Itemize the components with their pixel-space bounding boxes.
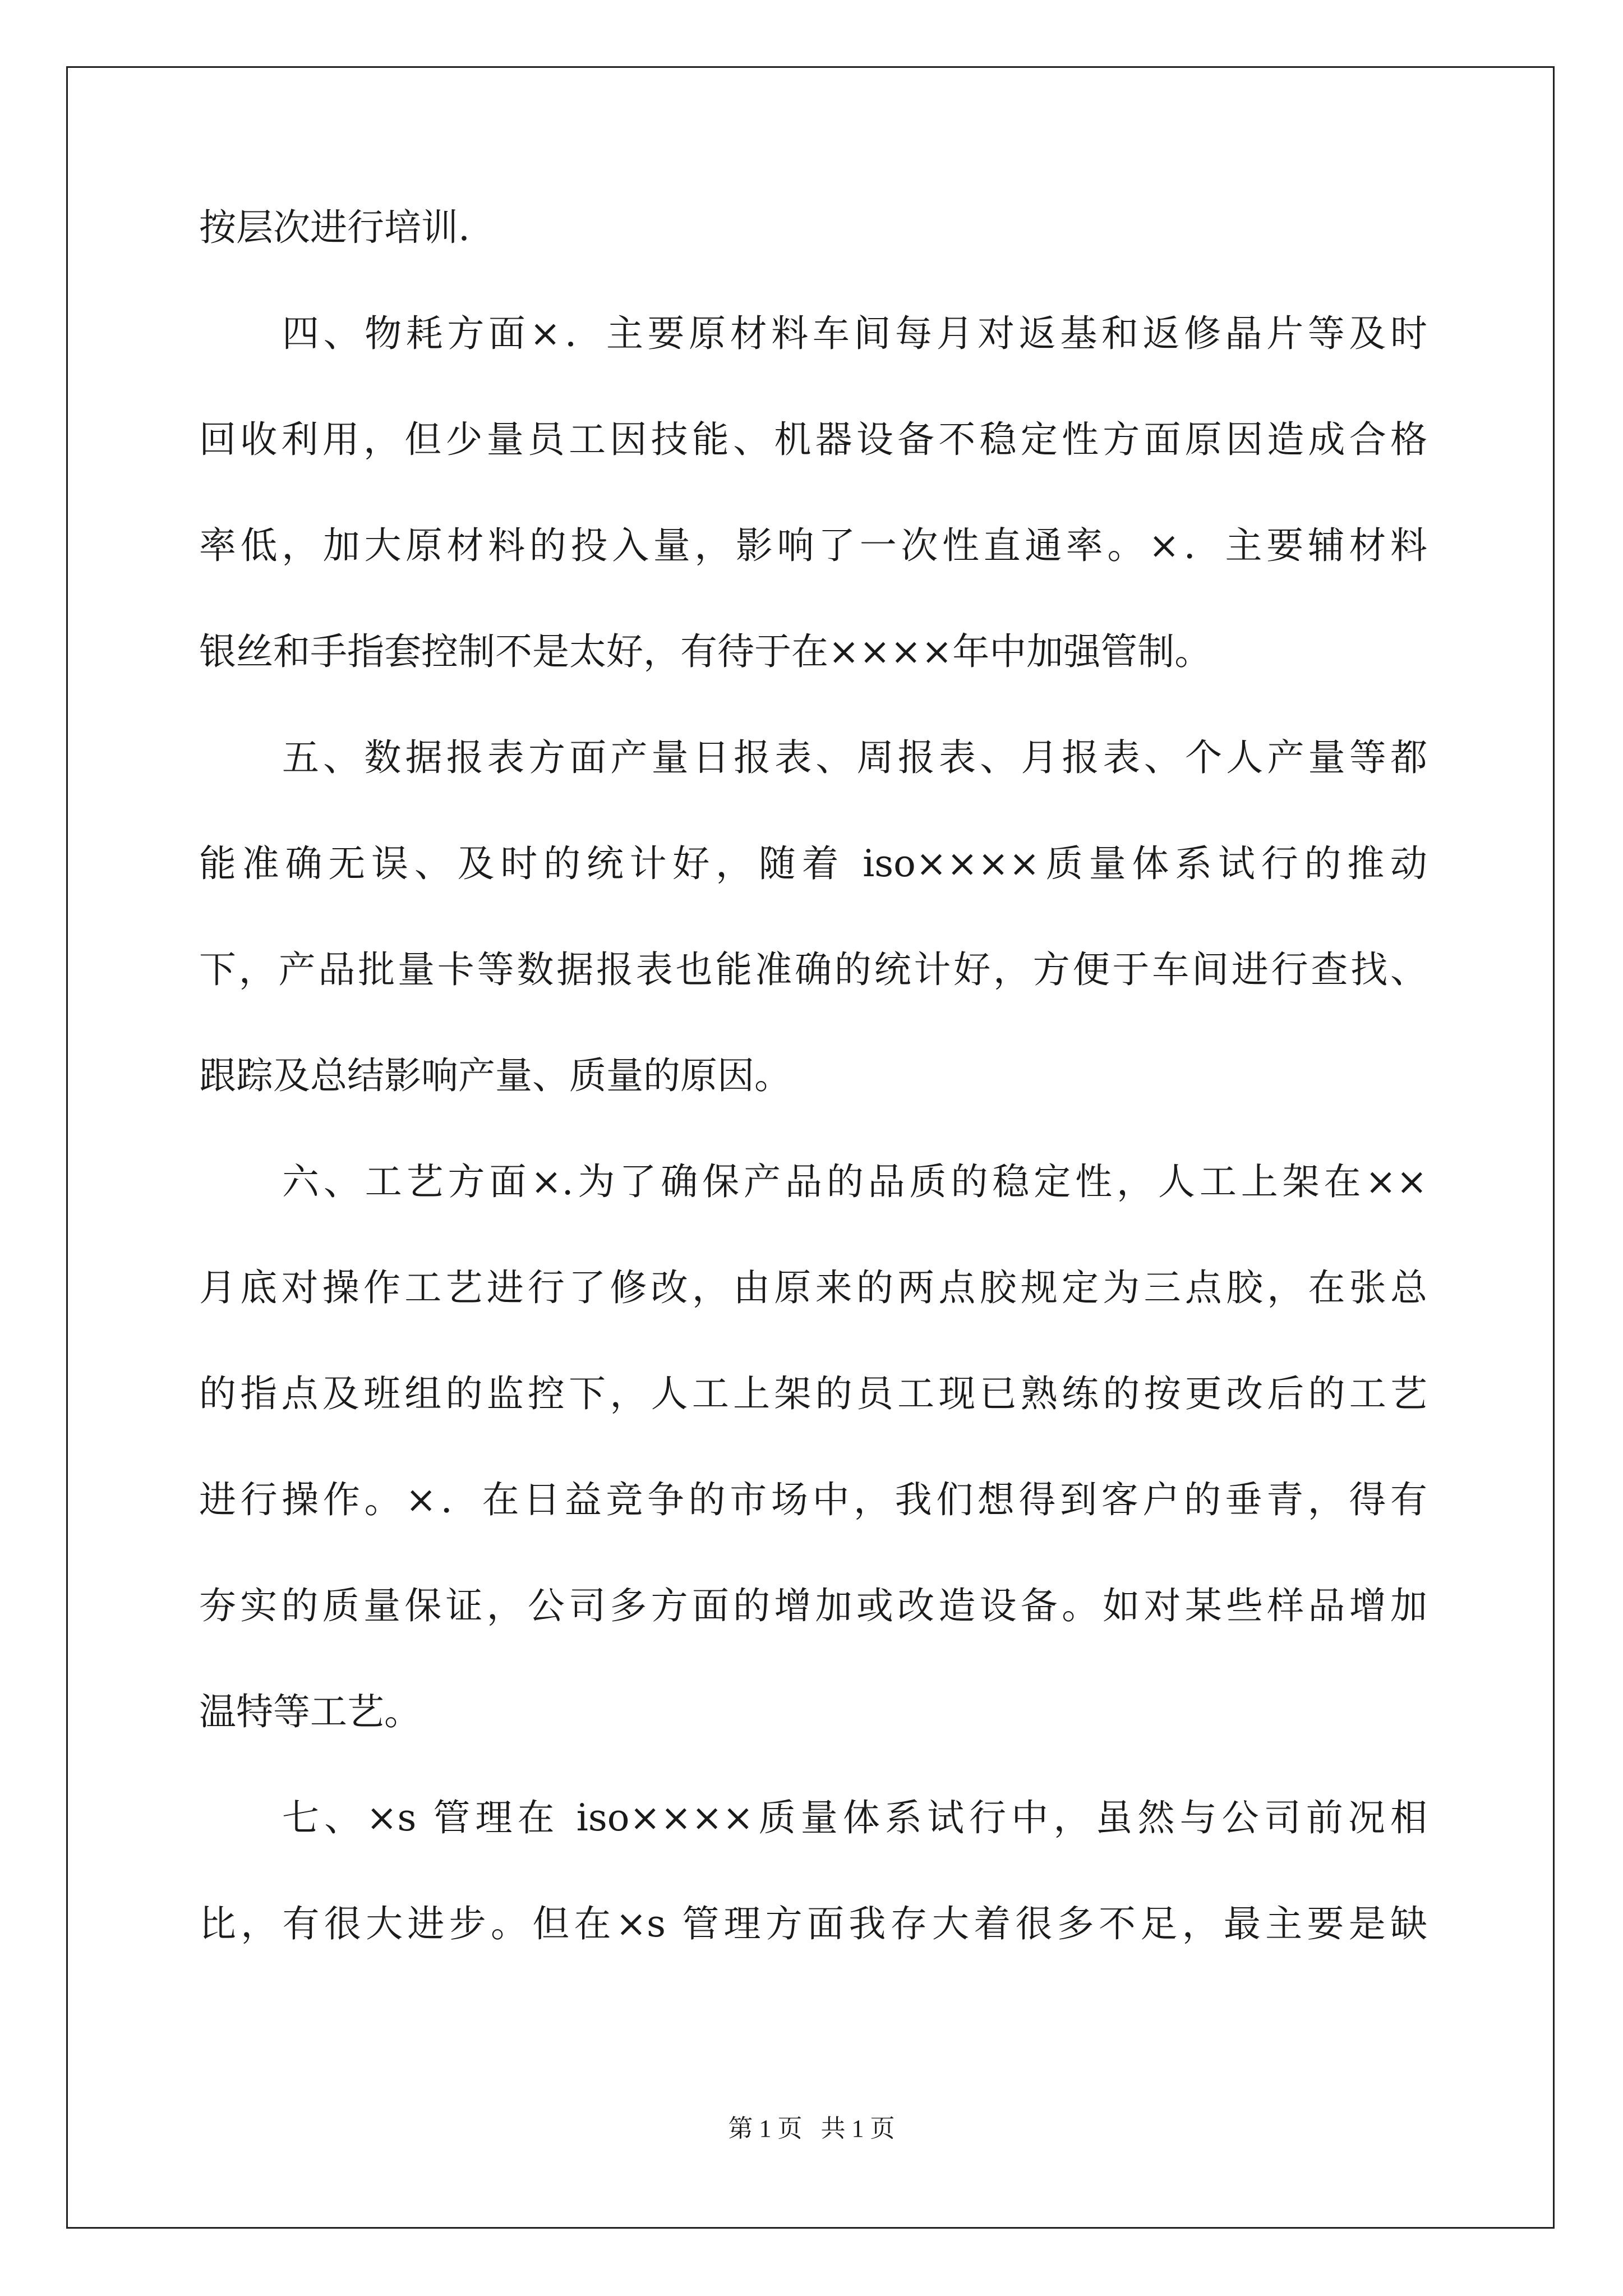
page-footer bbox=[0, 2112, 1623, 2146]
text-line: 进行操作。×．在日益竞争的市场中，我们想得到客户的垂青，得有 bbox=[199, 1478, 1427, 1521]
text-line: 银丝和手指套控制不是太好，有待于在××××年中加强管制。 bbox=[199, 630, 1212, 673]
paragraph-six-start: 六、工艺方面×.为了确保产品的品质的稳定性，人工上架在×× bbox=[282, 1160, 1427, 1203]
text-line: 月底对操作工艺进行了修改，由原来的两点胶规定为三点胶，在张总 bbox=[199, 1266, 1427, 1309]
text-line: 比，有很大进步。但在×s 管理方面我存大着很多不足，最主要是缺 bbox=[199, 1902, 1427, 1945]
page-number: 第 1 页 共 1 页 bbox=[728, 2115, 895, 2142]
text-line: 跟踪及总结影响产量、质量的原因。 bbox=[199, 1054, 791, 1097]
text-line: 的指点及班组的监控下，人工上架的员工现已熟练的按更改后的工艺 bbox=[199, 1372, 1427, 1415]
paragraph-four-start: 四、物耗方面×．主要原材料车间每月对返基和返修晶片等及时 bbox=[282, 312, 1427, 355]
text-line: 温特等工艺。 bbox=[199, 1690, 421, 1733]
text-line: 按层次进行培训. bbox=[199, 206, 470, 249]
text-line: 下，产品批量卡等数据报表也能准确的统计好，方便于车间进行查找、 bbox=[199, 948, 1427, 991]
text-line: 夯实的质量保证，公司多方面的增加或改造设备。如对某些样品增加 bbox=[199, 1584, 1427, 1627]
text-line: 回收利用，但少量员工因技能、机器设备不稳定性方面原因造成合格 bbox=[199, 418, 1427, 461]
paragraph-five-start: 五、数据报表方面产量日报表、周报表、月报表、个人产量等都 bbox=[282, 736, 1427, 779]
text-line: 率低，加大原材料的投入量，影响了一次性直通率。×．主要辅材料 bbox=[199, 524, 1427, 567]
paragraph-seven-start: 七、×s 管理在 iso××××质量体系试行中，虽然与公司前况相 bbox=[282, 1796, 1427, 1839]
text-line: 能准确无误、及时的统计好，随着 iso××××质量体系试行的推动 bbox=[199, 842, 1427, 885]
